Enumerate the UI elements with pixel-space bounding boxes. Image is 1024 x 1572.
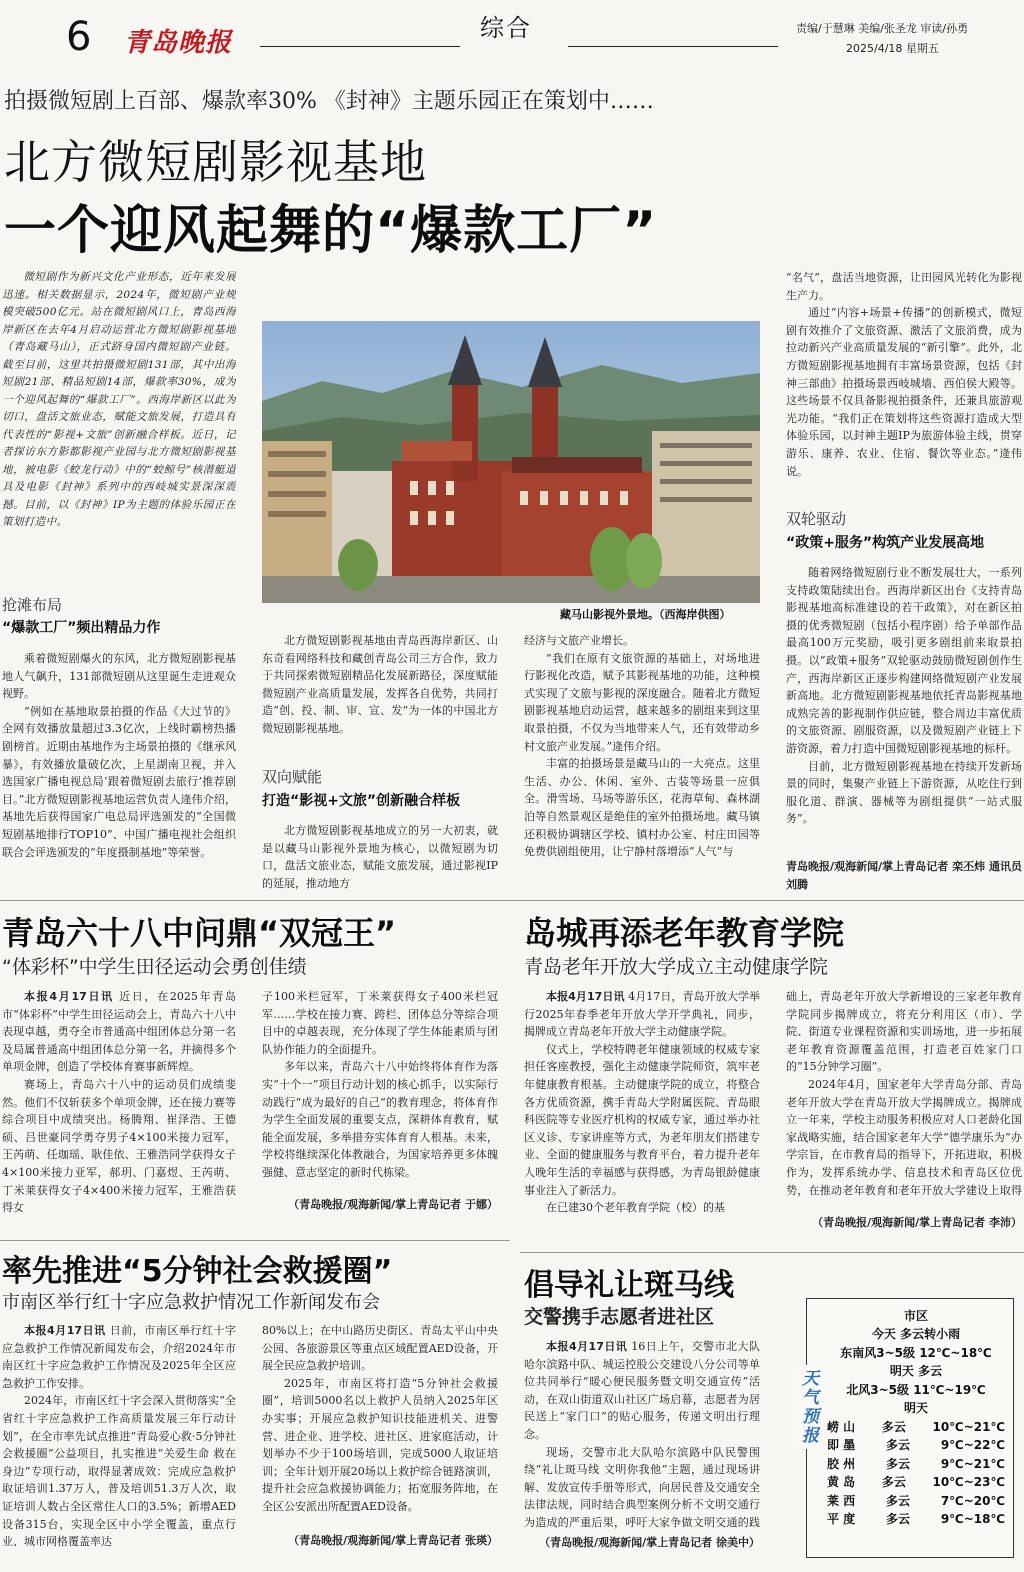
story4-subtitle: 市南区举行红十字应急救护情况工作新闻发布会 [2,1292,380,1313]
section-heading-2: 双向赋能 [262,768,323,786]
weather-city-row [827,1492,1005,1511]
editor-credits: 责编/于慧琳 美编/张圣龙 审读/孙勇 [796,22,969,35]
city-condition: 多云 [886,1456,911,1471]
weather-box [798,1298,1014,1558]
story5-col1 [524,1338,760,1534]
lead-col1-body [2,650,236,890]
weather-tomorrow-wind: 北风3~5级 11℃~19℃ [846,1382,986,1397]
weather-today-wind: 东南风3~5级 12℃~18℃ [840,1345,992,1360]
lead-kicker: 拍摄微短剧上百部、爆款率30% 《封神》主题乐园正在策划中…… [4,89,654,114]
story4-col1 [2,1322,236,1568]
lead-col3-p2: “我们在原有文旅资源的基础上，对场地进行影视化改造，赋予其影视基地的功能，这种模式实现了文旅与影视的深度融合。随着北方微短剧影视基地启动运营，越来越多的剧组来到这里取景拍摄，不仅为当地带来人气，还有效带动乡村文旅产业发展。”逄伟介绍。 [524,651,760,753]
header-rule-left [260,46,460,47]
story2-c2b: 多年以来，青岛六十八中始终将体育作为落实“十个一”项目行动计划的核心抓手，以实际行动践行“成为最好的自己”的教育理念，将体育作为学生全面发展的重要支点，深耕体育教育，赋能全面发展，多举措夯实体育育人根基。未来，学校将继续深化体教融合，为国家培养更多体魄强健、意志坚定的新时代栋梁。 [262,1060,498,1179]
city-name: 莱 西 [827,1493,856,1508]
lead-col3-p1: 经济与文旅产业增长。 [524,634,634,647]
lead-col3-body [524,632,760,894]
issue-date: 2025/4/18 星期五 [846,42,939,55]
story3-c1b: 仪式上，学校特聘老年健康领域的权威专家担任客座教授，强化主动健康学院师资，筑牢老年健康教育根基。主动健康学院的成立，将整合各方优质资源，携手青岛大学附属医院、青岛眼科医院等专业医疗机构的权威专家，通过举办社区义诊、专家讲座等方式，为老年朋友们搭建专业、全面的健康服务与教育平台，着力提升老年人晚年生活的幸福感与获得感，为青岛银龄健康事业注入了新活力。 [524,1042,760,1197]
lead-col4-p1: “名气”，盘活当地资源，让田园风光转化为影视生产力。 [786,271,1022,302]
story2-c2: 子100米栏冠军，丁米莱获得女子400米栏冠军……学校在接力赛、跨栏、团体总分等综合项目中的卓越表现，充分体现了学生体能素质与团队协作能力的全面提升。 [262,990,498,1056]
lead-col4-p2: 通过“内容+场景+传播”的创新模式，微短剧有效推介了文旅资源、激活了文旅消费，成为拉动新兴产业高质量发展的“新引擎”。此外，北方微短剧影视基地拥有丰富场景资源，包括《封神三部曲》拍摄场景西岐城墙、西伯侯大殿等。这些场景不仅具备影视拍摄条件，还兼具旅游观光功能。“我们正在策划将这些资源打造成大型体验乐园，以封神主题IP为旅游体验主线，贯穿游乐、康养、农业、住宿、餐饮等业态。”逄伟说。 [786,306,1022,478]
city-condition: 多云 [881,1419,906,1434]
weather-city-row [827,1510,1005,1529]
city-name: 胶 州 [827,1456,856,1471]
city-temp: 10℃~23℃ [932,1475,1005,1489]
city-temp: 10℃~21℃ [932,1419,1005,1434]
story4-dateline: 本报4月17日讯 [24,1324,106,1337]
city-temp: 7℃~20℃ [940,1493,1005,1508]
story4-c2: 80%以上；在中山路历史街区、青岛太平山中央公园、各旅游景区等重点区域配置AED设备，开展全民应急救护培训。 [262,1324,498,1373]
divider-mid-right [520,1252,1024,1253]
story4-title: 率先推进“5分钟社会救援圈” [2,1254,393,1289]
weather-city-row [827,1436,1005,1455]
newspaper-logo: 青岛晚报 [124,28,233,58]
story3-c2: 础上，青岛老年开放大学新增设的三家老年教育学院同步揭牌成立，将充分利用区（市）、学院、街道专业课程资源和实训场地，进一步拓展老年教育资源覆盖范围，打造老百姓家门口的“15分钟学习圈”。 [786,990,1022,1074]
weather-tomorrow-head: 明天 [903,1401,928,1415]
story2-byline: （青岛晚报/观海新闻/掌上青岛记者 于娜） [288,1198,498,1211]
story3-c1c: 在已建30个老年教育学院（校）的基 [546,1201,725,1215]
weather-content [827,1307,1005,1529]
story3-byline: （青岛晚报/观海新闻/掌上青岛记者 李沛） [812,1216,1022,1229]
photo-caption: 藏马山影视外景地。（西海岸供图） [560,608,731,621]
city-temp: 9℃~18℃ [940,1512,1005,1526]
weather-city-row [827,1418,1005,1437]
story5-title: 倡导礼让斑马线 [524,1268,734,1303]
story4-c1b: 2024年，市南区红十字会深入贯彻落实“全省红十字应急救护工作高质量发展三年行动计划”，在全市率先试点推进“青岛爱心救·5分钟社会救援圈”公益项目，扎实推进“关爱生命 救在身边”专项行动，取得显著成效：完成应急救护取证培训1.37万人，普及培训51.3万人次，取证培训人数占全区常住人口的3.5%；新增AED设备315台，实现全区中小学全覆盖，重点行业、城市网格覆盖率达 [2,1394,236,1549]
section-subheading-1: “爆款工厂”频出精品力作 [2,620,161,636]
lead-col3-p3: 丰富的拍摄场景是藏马山的一大亮点。这里生活、办公、休闲、室外、古装等场景一应俱全。滑雪场、马场等游乐区，花海草甸、森林湖泊等自然景观区是绝佳的室外拍摄场地。藏马镇还积极协调辖区学校、镇村办公室、村庄田园等免费供剧组使用，让宁静村落增添“人气”与 [524,757,760,859]
story2-col2 [262,988,498,1200]
section-name: 综合 [480,14,532,42]
story3-title: 岛城再添老年教育学院 [524,914,845,952]
city-name: 崂 山 [827,1419,856,1434]
story4-c2b: 2025年，市南区将打造“5分钟社会救援圈”，培训5000名以上救护人员纳入2025年区办实事；开展应急救护知识技能进机关、进警营、进企业、进学校、进社区、进家庭活动，计划举办不少于100场培训，完成5000人取证培训；全年计划开展20场以上救护综合链路演训，提升社会应急救援协调能力；拓宽服务阵地，在全区公安派出所配置AED设备。 [262,1376,498,1513]
city-name: 平 度 [827,1512,856,1526]
lead-col2-p1: 北方微短剧影视基地由青岛西海岸新区、山东奇看网络科技和藏创青岛公司三方合作，致力于共同探索微短剧精品化发展新路径，深度赋能微短剧产业高质量发展，发挥各自优势，共同打造“创、投、制、审、宣、发”为一体的中国北方微短剧影视基地。 [262,634,498,735]
story5-dateline: 本报4月17日讯 [546,1340,628,1353]
story2-c1: 近日，在2025年青岛市“体彩杯”中学生田径运动会上，青岛六十八中表现卓越，勇夺全市普通高中组团体总分第一名及局属普通高中组团体总分第一名，并摘得多个单项金牌，创造了学校体育赛事新辉煌。 [2,990,236,1074]
lead-col1-p2: “例如在基地取景拍摄的作品《大过节的》全网有效播放量超过3.3亿次，上线时霸榜热播剧榜首。近期由基地作为主场景拍摄的《继承风暴》，有效播放量破亿次，上星湖南卫视，并入选国家广播电视总局‘跟着微短剧去旅行’推荐剧目。”北方微短剧影视基地运营负责人逄伟介绍，基地先后获得国家广电总局评选颁发的“全国微短剧基地排行TOP10”、中国广播电视社会组织联合会评选颁发的“年度摄制基地”等荣誉。 [2,704,236,859]
story4-col2 [262,1322,498,1534]
story5-c1b: 现场，交警市北大队哈尔滨路中队民警围绕“礼让斑马线 文明你我他”主题，通过现场讲解、发放宣传手册等形式，向居民普及交通安全法律法规，同时结合典型案例分析不文明交通行为造成的严重后果，呼吁大家争做文明交通的践 [524,1445,760,1529]
story2-subtitle: “体彩杯”中学生田径运动会勇创佳绩 [2,956,307,978]
story4-c1: 日前，市南区举行红十字应急救护工作情况新闻发布会，介绍2024年市南区红十字应急救护工作情况及2025年全区应急救护工作安排。 [2,1324,236,1390]
lead-title-line1: 北方微短剧影视基地 [4,135,427,189]
story4-byline: （青岛晚报/观海新闻/掌上青岛记者 张瑛） [288,1534,498,1547]
city-temp: 9℃~22℃ [940,1438,1005,1452]
section-heading-3: 双轮驱动 [786,510,847,528]
city-condition: 多云 [886,1512,911,1526]
header-rule-right [568,46,778,47]
story3-col2 [786,988,1022,1200]
story3-c2b: 2024年4月，国家老年大学青岛分部、青岛老年开放大学在青岛开放大学揭牌成立。揭牌成立一年来，学校主动服务积极应对人口老龄化国家战略实施，结合国家老年大学“德学康乐为”办学宗旨，在市教育局的指导下，开拓进取，积极作为，发挥系统办学、信息技术和青岛区位优势，在推动老年教育和老年开放大学建设上取得 [786,1077,1022,1197]
city-condition: 多云 [886,1438,911,1452]
lead-col2-p2: 北方微短剧影视基地成立的另一大初衷，就是以藏马山影视外景地为核心，以微短剧为切口，盘活文旅业态，赋能文旅发展，通过影视IP的延展，推动地方 [262,824,498,890]
lead-col4-top [786,269,1022,495]
story2-c1b: 赛场上，青岛六十八中的运动员们成绩斐然。他们不仅斩获多个单项金牌，还在接力赛等综合项目中成绩突出。杨腾翔、崔泽浩、王德硕、吕世豪同学勇夺男子4×100米接力冠军，王芮萌、任珈瑶、耿佳依、王雅浩同学获得女子4×100米接力亚军，郝玥、门嘉煜、王芮萌、丁米莱获得女子4×400米接力冠军，王雅浩获得女 [2,1077,236,1215]
story5-byline: （青岛晚报/观海新闻/掌上青岛记者 徐美中） [539,1536,760,1549]
city-temp: 9℃~21℃ [940,1456,1005,1471]
story5-subtitle: 交警携手志愿者进社区 [524,1306,715,1328]
lead-col1-p1: 乘着微短剧爆火的东风，北方微短剧影视基地人气飙升，131部微短剧从这里诞生走进观众视野。 [2,652,236,701]
weather-area: 市区 [903,1309,928,1323]
weather-city-row [827,1455,1005,1474]
story5-c1: 16日上午，交警市北大队哈尔滨路中队、城运控股公交建设八分公司等单位共同举行“暖心便民服务暨文明交通宣传”活动，在双山街道双山社区广场启幕，志愿者为居民送上“家门口”的贴心服务，传递文明出行理念。 [524,1340,760,1441]
divider-lead [0,900,1024,901]
weather-today: 今天 多云转小雨 [871,1327,961,1341]
lead-col4-p4: 目前，北方微短剧影视基地在持续开发新场景的同时，集聚产业链上下游资源，从吃住行到服化道、群演、器械等为剧组提供“一站式服务”。 [786,759,1022,826]
page-number: 6 [66,14,92,60]
section-subheading-3: “政策+服务”构筑产业发展高地 [786,535,985,551]
section-heading-1: 抢滩布局 [2,596,63,614]
section-subheading-2: 打造“影视+文旅”创新融合样板 [262,793,461,809]
city-condition: 多云 [886,1493,911,1508]
film-base-photo [262,321,760,603]
story3-dateline: 本报4月17日讯 [546,990,625,1003]
story3-c1: 4月17日，青岛开放大学举行2025年春季老年开放大学开学典礼，同步，揭牌成立青岛老年开放大学主动健康学院。 [524,990,760,1039]
story3-col1 [524,988,760,1248]
story2-title: 青岛六十八中问鼎“双冠王” [2,914,397,952]
weather-label: 天气预报 [793,1365,821,1449]
story3-subtitle: 青岛老年开放大学成立主动健康学院 [524,956,829,978]
story2-dateline: 本报4月17日讯 [24,990,114,1003]
divider-mid [0,1240,510,1241]
lead-byline: 青岛晚报/观海新闻/掌上青岛记者 栾丕炜 通讯员 刘腾 [786,860,1022,891]
city-condition: 多云 [881,1475,906,1489]
city-name: 黄 岛 [827,1475,856,1489]
lead-title-line2: 一个迎风起舞的“爆款工厂” [4,201,658,261]
lead-col4-bottom [786,564,1022,856]
weather-city-row [827,1473,1005,1492]
story2-col1 [2,988,236,1232]
lead-intro: 微短剧作为新兴文化产业形态，近年来发展迅速。相关数据显示，2024年，微短剧产业规模突破500亿元。站在微短剧风口上，青岛西海岸新区在去年4月启动运营北方微短剧影视基地（青岛藏马山），正式跻身国内微短剧产业链。截至目前，这里共拍摄微短剧131部，其中出海短剧21部、精品短剧14部，爆款率30%，成为一个迎风起舞的“爆款工厂”。西海岸新区以此为切口，盘活文旅业态，赋能文旅发展，打造具有代表性的“影视+文旅”创新融合样板。近日，记者探访东方影都影视产业园与北方微短剧影视基地，被电影《蛟龙行动》中的“蛟鲸号”核潜艇道具及电影《封神》系列中的西岐城实景深深震撼。目前，以《封神》IP为主题的体验乐园正在策划打造中。 [2,271,236,528]
weather-tomorrow: 明天 多云 [889,1364,943,1378]
city-name: 即 墨 [827,1438,856,1452]
lead-col4-p3: 随着网络微短剧行业不断发展壮大，一系列支持政策陆续出台。西海岸新区出台《支持青岛影视基地高标准建设的若干政策》，对在新区拍摄的优秀微短剧（包括小程序剧）给予单部作品最高100万元奖励，吸引更多剧组前来取景拍摄。以“政策+服务”双轮驱动鼓励微短剧创作生产，西海岸新区正逐步构建网络微短剧产业发展新高地。北方微短剧影视基地依托青岛影视基地成熟完善的影视制作供应链，整合周边丰富优质的文旅资源、剧服资源，以及微短剧产业链上下游资源，着力打造中国微短剧影视基地的标杆。 [786,566,1022,755]
film-base-illustration [262,321,760,603]
